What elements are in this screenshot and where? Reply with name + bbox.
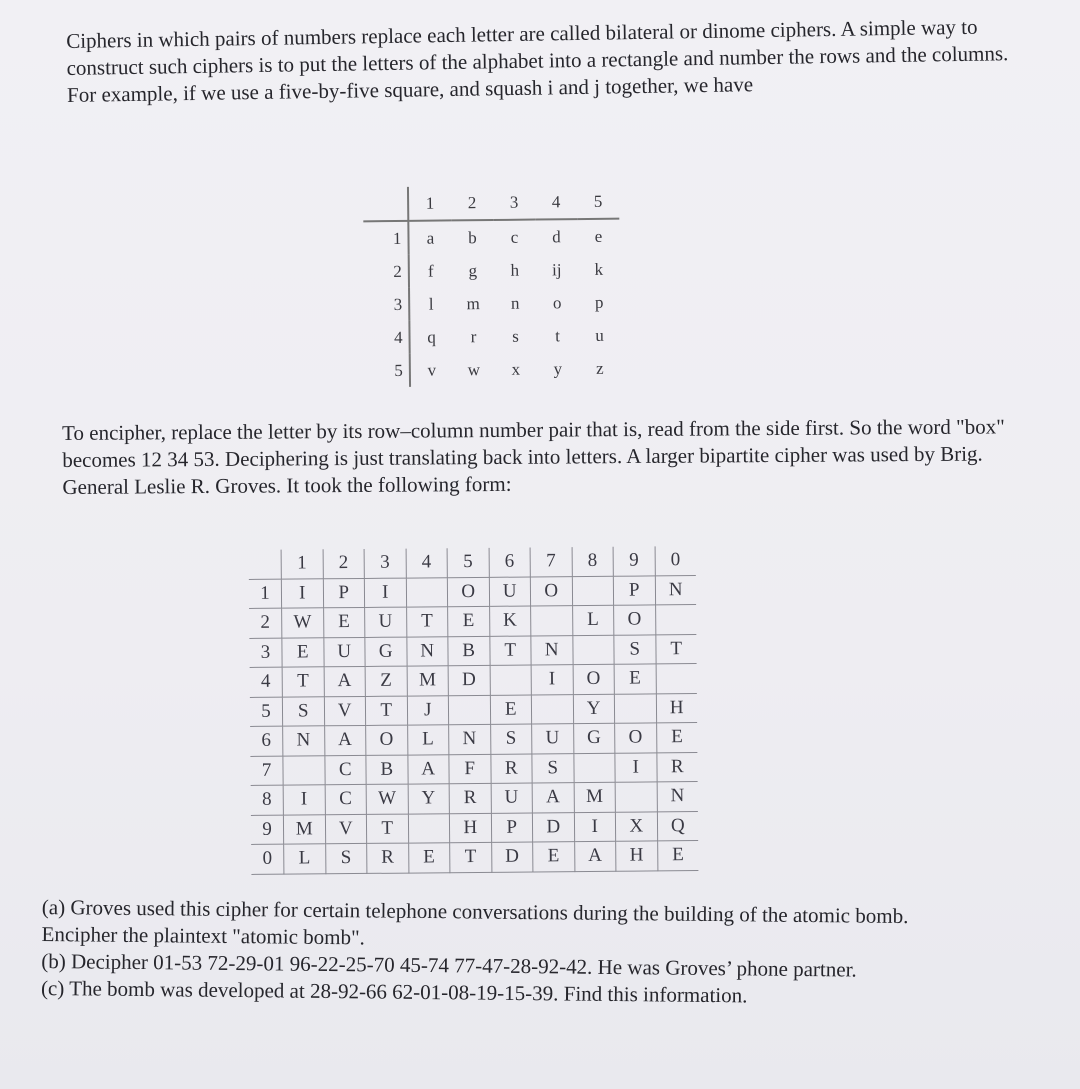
big-table-cell: V xyxy=(325,814,367,844)
big-row-header: 6 xyxy=(250,726,283,756)
big-table-row xyxy=(249,634,696,667)
big-table-cell: L xyxy=(572,605,614,635)
big-table-cell: U xyxy=(365,607,407,637)
small-table-row xyxy=(364,319,620,355)
big-table-cell: N xyxy=(531,635,573,665)
big-table-cell: U xyxy=(491,783,533,813)
big-col-header: 4 xyxy=(406,548,448,577)
small-table-cell: s xyxy=(512,326,519,346)
big-table-cell: R xyxy=(367,843,409,873)
big-table-cell: I xyxy=(615,752,657,782)
small-col-header: 5 xyxy=(577,185,619,219)
big-table-row xyxy=(250,752,697,785)
groves-bipartite-cipher-table xyxy=(249,546,699,874)
big-table-row xyxy=(249,575,696,608)
big-table-row xyxy=(250,664,697,697)
big-table-cell xyxy=(531,694,573,724)
big-table-cell: S xyxy=(614,634,656,664)
small-table-corner xyxy=(363,187,408,221)
big-col-header: 5 xyxy=(447,548,489,577)
small-table-cell: y xyxy=(553,358,563,378)
big-table-cell: A xyxy=(407,754,449,784)
big-row-header: 0 xyxy=(251,844,284,874)
big-table-cell xyxy=(490,665,532,695)
big-table-cell: G xyxy=(573,723,615,753)
small-table-cell: q xyxy=(427,327,436,347)
big-table-cell: M xyxy=(407,666,449,696)
big-table-cell: F xyxy=(449,754,491,784)
big-table-cell xyxy=(614,693,656,723)
small-col-header: 4 xyxy=(535,185,577,219)
big-table-cell: N xyxy=(449,724,491,754)
small-table-cell: f xyxy=(427,261,434,281)
big-table-cell: G xyxy=(365,637,407,667)
big-table-cell: D xyxy=(448,665,490,695)
small-table-cell: t xyxy=(555,325,560,345)
big-table-cell: E xyxy=(448,606,490,636)
big-table-cell: A xyxy=(324,725,366,755)
big-table-cell: H xyxy=(656,693,697,723)
question-b: (b) Decipher 01-53 72-29-01 96-22-25-70 45-74 77-47-28-92-42. He was Groves’ phone partner. xyxy=(41,948,857,982)
small-table-cell: n xyxy=(510,293,520,313)
small-table-cell: d xyxy=(552,226,561,246)
big-table-cell: X xyxy=(615,811,657,841)
big-table-cell: A xyxy=(532,783,574,813)
big-table-row xyxy=(250,723,697,756)
small-table-row xyxy=(365,352,621,388)
small-row-header: 1 xyxy=(363,221,408,255)
big-table-cell: D xyxy=(532,812,574,842)
big-table-cell: S xyxy=(282,696,324,726)
big-table-cell xyxy=(655,605,696,635)
big-table-cell: A xyxy=(574,841,616,871)
small-table-cell: g xyxy=(468,260,478,280)
big-table-cell: E xyxy=(533,842,575,872)
big-row-header: 1 xyxy=(249,579,282,609)
small-table-cell: k xyxy=(594,259,604,279)
big-table-cell: E xyxy=(323,607,365,637)
big-table-cell: T xyxy=(366,814,408,844)
small-table-cell: m xyxy=(466,293,480,313)
big-col-header: 0 xyxy=(655,546,696,575)
big-table-cell: O xyxy=(615,723,657,753)
big-table-cell: B xyxy=(366,755,408,785)
small-table-cell: h xyxy=(510,260,520,280)
big-table-cell xyxy=(572,635,614,665)
big-table-cell: T xyxy=(365,696,407,726)
big-table-corner xyxy=(249,550,282,579)
big-table-row xyxy=(251,782,698,815)
big-table-cell: N xyxy=(283,726,325,756)
big-table-cell: E xyxy=(614,664,656,694)
big-table-cell: D xyxy=(491,842,533,872)
big-table-cell: Y xyxy=(573,694,615,724)
big-table-cell: C xyxy=(325,784,367,814)
small-table-cell: a xyxy=(426,228,435,248)
small-table-row xyxy=(364,286,620,322)
big-table-cell: P xyxy=(323,578,365,608)
small-row-header: 4 xyxy=(364,321,409,354)
big-col-header: 9 xyxy=(613,546,655,575)
small-table-cell: r xyxy=(470,326,477,346)
small-table-cell: l xyxy=(428,294,434,314)
big-table-row xyxy=(251,811,698,844)
big-table-cell: E xyxy=(408,843,450,873)
small-table-cell: c xyxy=(510,227,519,247)
big-table-row xyxy=(249,605,696,638)
big-table-cell: C xyxy=(324,755,366,785)
big-table-cell: R xyxy=(656,752,697,782)
big-table-cell xyxy=(573,753,615,783)
big-table-cell: O xyxy=(366,725,408,755)
small-table-cell: e xyxy=(594,226,603,246)
small-table-cell: b xyxy=(468,227,477,247)
big-table-cell: E xyxy=(282,637,324,667)
big-table-cell: W xyxy=(366,784,408,814)
big-table-cell: I xyxy=(364,578,406,608)
small-table-row xyxy=(363,219,619,256)
big-table-cell: T xyxy=(282,667,324,697)
big-row-header: 2 xyxy=(249,608,282,638)
big-table-cell xyxy=(283,755,325,785)
big-col-header: 8 xyxy=(572,547,614,576)
big-table-cell: J xyxy=(407,695,449,725)
big-table-cell xyxy=(615,782,657,812)
small-table-header-row xyxy=(363,185,619,222)
big-table-cell: O xyxy=(614,605,656,635)
big-table-cell: Y xyxy=(408,784,450,814)
small-table-cell: x xyxy=(511,359,521,379)
big-table-cell: H xyxy=(616,841,658,871)
big-table-cell xyxy=(448,695,490,725)
questions-block xyxy=(41,894,982,1012)
small-row-header: 3 xyxy=(364,288,409,321)
big-table-header-row xyxy=(249,546,696,579)
big-table-cell: N xyxy=(406,636,448,666)
big-table-cell: R xyxy=(449,783,491,813)
big-row-header: 3 xyxy=(249,638,282,668)
big-table-cell: B xyxy=(448,636,490,666)
big-row-header: 7 xyxy=(250,756,283,786)
small-table-cell: z xyxy=(595,358,604,378)
big-table-cell: I xyxy=(531,665,573,695)
small-table-row xyxy=(364,253,620,289)
big-table-cell: T xyxy=(489,635,531,665)
big-table-cell: O xyxy=(530,576,572,606)
big-table-cell: S xyxy=(490,724,532,754)
big-table-cell xyxy=(531,606,573,636)
big-table-cell: R xyxy=(490,753,532,783)
small-table-cell: w xyxy=(467,359,481,379)
big-row-header: 9 xyxy=(251,815,284,845)
big-col-header: 1 xyxy=(281,549,323,578)
big-table-cell: A xyxy=(324,666,366,696)
small-table-cell: o xyxy=(552,292,562,312)
big-table-cell: M xyxy=(283,814,325,844)
intro-paragraph: Ciphers in which pairs of numbers replace each letter are called bilateral or dinome ciphers. A simple way to construct such ciphers is to put the letters of the alphabet into a rectangle and number the rows and the columns. For example, if we use a five-by-five square, and squash i and j together, we have xyxy=(66,14,1009,107)
big-table-row xyxy=(251,841,698,874)
big-table-cell: Z xyxy=(365,666,407,696)
big-col-header: 2 xyxy=(323,549,365,578)
big-row-header: 8 xyxy=(251,785,284,815)
big-table-cell: U xyxy=(489,576,531,606)
big-col-header: 7 xyxy=(530,547,572,576)
big-table-cell: K xyxy=(489,606,531,636)
big-table-cell: I xyxy=(574,812,616,842)
big-table-cell: T xyxy=(655,634,696,664)
big-table-cell: E xyxy=(656,723,697,753)
big-table-cell xyxy=(656,664,697,694)
small-table-cell: ij xyxy=(551,259,562,279)
small-row-header: 5 xyxy=(365,354,410,387)
big-table-cell: P xyxy=(613,575,655,605)
big-table-cell: M xyxy=(574,782,616,812)
big-table-cell: N xyxy=(657,782,698,812)
big-col-header: 6 xyxy=(489,548,531,577)
big-table-cell: Q xyxy=(657,811,698,841)
big-table-cell: W xyxy=(282,608,324,638)
explanation-paragraph: To encipher, replace the letter by its row–column number pair that is, read from the side first. So the word "box" becomes 12 34 53. Deciphering is just translating back into letters. A larger bipartite cipher was used by Brig. General Leslie R. Groves. It took the following form: xyxy=(62,414,1005,499)
small-col-header: 3 xyxy=(493,186,535,220)
big-table-cell: E xyxy=(657,841,698,871)
big-table-cell: O xyxy=(573,664,615,694)
big-table-row xyxy=(250,693,697,726)
big-row-header: 4 xyxy=(250,667,283,697)
big-table-cell: S xyxy=(532,753,574,783)
big-table-cell: U xyxy=(323,637,365,667)
big-table-cell: I xyxy=(281,578,323,608)
small-row-header: 2 xyxy=(364,255,409,288)
big-table-cell xyxy=(572,576,614,606)
question-a: (a) Groves used this cipher for certain telephone conversations during the building of the atomic bomb. Encipher the plaintext "atomic bomb". xyxy=(41,894,909,950)
small-col-header: 1 xyxy=(408,186,451,220)
small-col-header: 2 xyxy=(451,186,493,220)
small-table-cell: p xyxy=(594,292,604,312)
big-table-cell: T xyxy=(450,842,492,872)
big-table-cell: O xyxy=(447,577,489,607)
big-table-cell: N xyxy=(655,575,696,605)
big-table-cell: I xyxy=(283,785,325,815)
big-row-header: 5 xyxy=(250,697,283,727)
big-table-cell: L xyxy=(407,725,449,755)
five-by-five-cipher-table xyxy=(363,185,621,388)
big-table-cell: S xyxy=(325,843,367,873)
big-table-cell: U xyxy=(532,724,574,754)
big-table-cell: H xyxy=(449,813,491,843)
big-table-cell: E xyxy=(490,694,532,724)
big-table-cell xyxy=(406,577,448,607)
small-table-cell: v xyxy=(427,360,437,380)
question-c: (c) The bomb was developed at 28-92-66 62-01-08-19-15-39. Find this information. xyxy=(40,975,748,1008)
big-table-cell: V xyxy=(324,696,366,726)
small-table-cell: u xyxy=(595,325,604,345)
big-table-cell xyxy=(408,813,450,843)
big-table-cell: L xyxy=(284,844,326,874)
big-col-header: 3 xyxy=(364,549,406,578)
big-table-cell: T xyxy=(406,607,448,637)
big-table-cell: P xyxy=(491,812,533,842)
